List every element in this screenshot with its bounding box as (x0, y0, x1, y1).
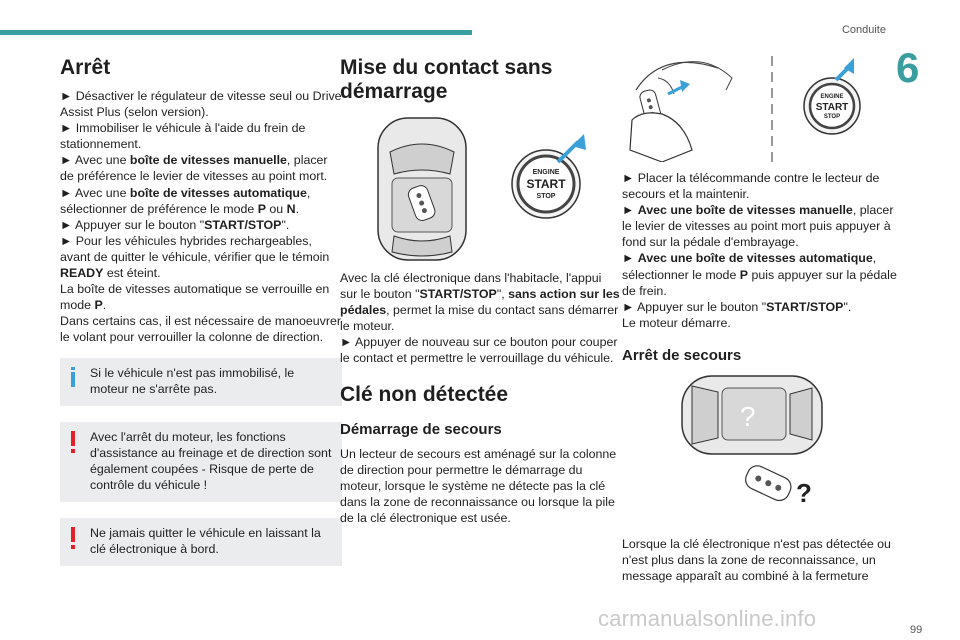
car-key-start-illustration (360, 112, 600, 264)
col3-line: ► Placer la télécommande contre le lecteur de secours et la maintenir. (622, 171, 880, 202)
col3-body (622, 170, 904, 331)
warning-icon (70, 431, 74, 457)
col1-line: ► Désactiver le régulateur de vitesse seul ou Drive Assist Plus (selon version). (60, 89, 342, 120)
col3-segment: P (739, 267, 749, 282)
col1-line: ► Immobiliser le véhicule à l'aide du frein de stationnement. (60, 121, 306, 152)
col1-segment: , placer de préférence le levier de vitesses au point mort. (60, 153, 328, 184)
col3-segment: ". (843, 299, 852, 314)
heading-mise-du-contact: Mise du contact sans démarrage (340, 56, 553, 103)
question-mark-key: ? (796, 477, 812, 508)
col2-segment: Avec la clé électronique dans l'habitacle, l'appui sur le bouton " (340, 271, 602, 302)
col2-para3: Un lecteur de secours est aménagé sur la colonne de direction pour permettre le démarrage du moteur, lorsque le système ne détecte pas la clé dans la zone de reconnaissance ou lorsque la pile de la clé électronique est usée. (340, 446, 617, 525)
page-number: 99 (910, 624, 923, 636)
col1-segment: est éteint. (103, 266, 161, 281)
col1-line (60, 185, 342, 217)
col1-segment: La boîte de vitesses automatique se verrouille en mode (60, 282, 330, 313)
col2-segment: , permet la mise du contact sans démarrer le moteur. (340, 303, 619, 334)
col3-segment: Avec une boîte de vitesses manuelle (637, 203, 853, 218)
column-2 (340, 56, 622, 526)
col1-body (60, 88, 342, 346)
warning-note-2-text: Ne jamais quitter le véhicule en laissant la clé électronique à bord. (90, 526, 321, 557)
col3-segment: ► (622, 251, 638, 266)
col3-para-end: Lorsque la clé électronique n'est pas détectée ou n'est plus dans la zone de reconnaissance, un message apparaît au combiné à la fermeture (622, 536, 891, 584)
col3-segment: , sélectionner le mode (622, 251, 877, 282)
col1-segment: . (295, 201, 300, 216)
col1-segment: ► Pour les véhicules hybrides rechargeables, avant de quitter le véhicule, vérifier que le témoin (60, 233, 330, 264)
col1-segment: ► Appuyer sur le bouton " (60, 217, 205, 232)
chapter-number: 6 (896, 44, 920, 91)
col1-segment: P (94, 298, 103, 313)
col2-segment: START/STOP (419, 287, 497, 302)
warning-note-1-text: Avec l'arrêt du moteur, les fonctions d'assistance au freinage et de direction sont également coupées - Risque de perte de contrôle du véhicule ! (90, 429, 332, 492)
col1-line (60, 217, 342, 233)
col3-line: Le moteur démarre. (622, 315, 731, 330)
col2-segment: sans action sur les pédales (340, 287, 620, 318)
col1-segment: . (102, 298, 107, 313)
col3-segment: Avec une boîte de vitesses automatique (637, 251, 873, 266)
col3-line (622, 250, 904, 298)
header-accent-bar (0, 30, 472, 35)
col1-segment: N (286, 201, 296, 216)
col1-segment: , sélectionner de préférence le mode (60, 185, 311, 216)
col1-line (60, 281, 342, 313)
backup-reader-illustration (622, 50, 882, 162)
col1-segment: ou (265, 201, 287, 216)
col2-segment: ", (496, 287, 509, 302)
col1-line (60, 233, 342, 281)
heading-cle-non-detectee: Clé non détectée (340, 382, 509, 406)
button-label-start: START (815, 102, 849, 113)
col3-line (622, 202, 904, 250)
button-label-start: START (526, 177, 566, 191)
col1-segment: ► Avec une (60, 153, 130, 168)
col1-line: Dans certains cas, il est nécessaire de manoeuvrer le volant pour verrouiller la colonne de direction. (60, 314, 341, 345)
section-title: Conduite (841, 24, 886, 36)
col1-segment: boîte de vitesses manuelle (129, 153, 287, 168)
col1-segment: ► Avec une (60, 185, 130, 200)
col2-para2: ► Appuyer de nouveau sur ce bouton pour couper le contact et permettre le verrouillage du véhicule. (340, 335, 618, 366)
col1-segment: P (257, 201, 266, 216)
key-not-detected-illustration (622, 372, 882, 532)
info-note-text: Si le véhicule n'est pas immobilisé, le moteur ne s'arrête pas. (90, 365, 295, 396)
col1-line (60, 152, 342, 184)
warning-note-1 (60, 422, 342, 502)
button-label-stop: STOP (823, 114, 841, 120)
button-label-engine: ENGINE (532, 169, 560, 176)
button-label-engine: ENGINE (820, 94, 844, 100)
col1-segment: boîte de vitesses automatique (129, 185, 307, 200)
warning-icon (70, 527, 74, 553)
info-note (60, 358, 342, 406)
col3-segment: ► Appuyer sur le bouton " (622, 299, 767, 314)
col1-segment: ". (281, 217, 290, 232)
question-mark-car: ? (740, 400, 756, 432)
col3-line (622, 299, 904, 315)
subheading-arret-secours: Arrêt de secours (622, 346, 742, 364)
info-icon (70, 367, 74, 391)
watermark: carmanualsonline.info (598, 606, 817, 631)
col3-segment: ► (622, 203, 638, 218)
col3-segment: , placer le levier de vitesses au point mort puis appuyer à fond sur la pédale d'embrayage. (622, 203, 894, 250)
heading-arret: Arrêt (60, 56, 111, 79)
subheading-demarrage-secours: Démarrage de secours (340, 420, 502, 438)
column-3 (622, 50, 904, 584)
warning-note-2 (60, 518, 342, 566)
col3-segment: START/STOP (766, 299, 844, 314)
col1-segment: START/STOP (204, 217, 282, 232)
col3-segment: puis appuyer sur la pédale de frein. (622, 267, 897, 298)
button-label-stop: STOP (536, 193, 556, 200)
column-1 (60, 56, 342, 566)
col1-segment: READY (60, 266, 104, 281)
col2-para1 (340, 270, 622, 334)
